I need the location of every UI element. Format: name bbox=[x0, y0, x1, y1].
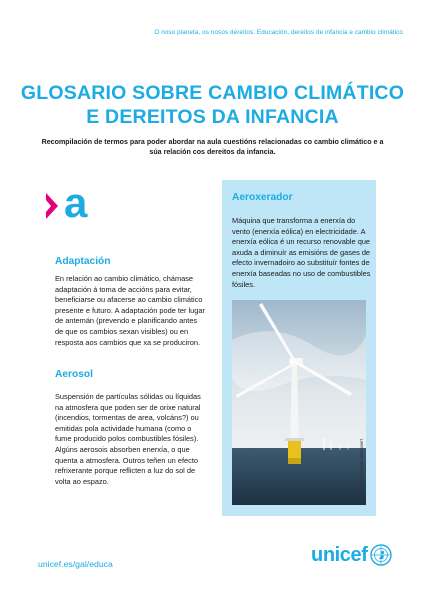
entry-title-aerosol: Aerosol bbox=[55, 369, 93, 380]
entry-title-adaptacion: Adaptación bbox=[55, 256, 111, 267]
page-subtitle: Recompilación de termos para poder abordar na aula cuestións relacionadas co cambio climático e a súa relación cos dereitos da infancia. bbox=[41, 138, 384, 156]
triangle-marker-icon bbox=[46, 193, 58, 219]
unicef-logo bbox=[311, 540, 392, 570]
entry-body-adaptacion: En relación ao cambio climático, chámase adaptación á toma de accións para evitar, beneficiarse ou afacerse ao cambio climático presente e futuro. A adaptación pode ter lugar de antemán (prevendo e planificando antes de que os cambios sexan visibles) ou en resposta aos cambios que xa se produciron. bbox=[55, 274, 205, 347]
footer-url[interactable]: unicef.es/gal/educa bbox=[38, 559, 113, 569]
entry-body-aerosol: Suspensión de partículas sólidas ou líquidas na atmosfera que poden ser de orixe natural (incendios, tormentas de area, volcáns?) ou emitidas pola actividade humana (como o fume producido polos combustibles fósiles). Algúns aerosois absorben enerxía, o que quenta a atmosfera. Outros teñen un efecto refrixerante porque reflicten a luz do sol de volta ao espazo. bbox=[55, 392, 201, 486]
wind-turbine-illustration-icon bbox=[232, 300, 366, 505]
section-letter: a bbox=[64, 179, 88, 226]
page-title-line-1: GLOSARIO SOBRE CAMBIO CLIMÁTICO bbox=[20, 82, 405, 104]
entry-body-aeroxerador: Máquina que transforma a enerxía do vento (enerxía eólica) en electricidade. A enerxía eólica é un recurso renovable que axuda a diminuír as emisións de gases de efecto invernadoiro ao substituír fontes de enerxía baseadas no uso de combustibles fósiles. bbox=[232, 216, 371, 289]
photo-credit: CC BY-SA 4.0 Hans Hillewaert bbox=[359, 438, 364, 501]
unicef-wordmark: unicef bbox=[311, 543, 368, 566]
section-letter-badge bbox=[46, 179, 106, 226]
wind-turbine-photo bbox=[232, 300, 366, 505]
page-title bbox=[0, 81, 425, 129]
header-tag: O noso planeta, os nosos dereitos: Educación, dereitos de infancia e cambio climático bbox=[154, 29, 403, 36]
entry-title-aeroxerador: Aeroxerador bbox=[232, 192, 293, 203]
aside-box-aeroxerador bbox=[222, 180, 376, 516]
unicef-emblem-icon bbox=[370, 544, 392, 566]
page-title-line-2: E DEREITOS DA INFANCIA bbox=[86, 106, 339, 128]
